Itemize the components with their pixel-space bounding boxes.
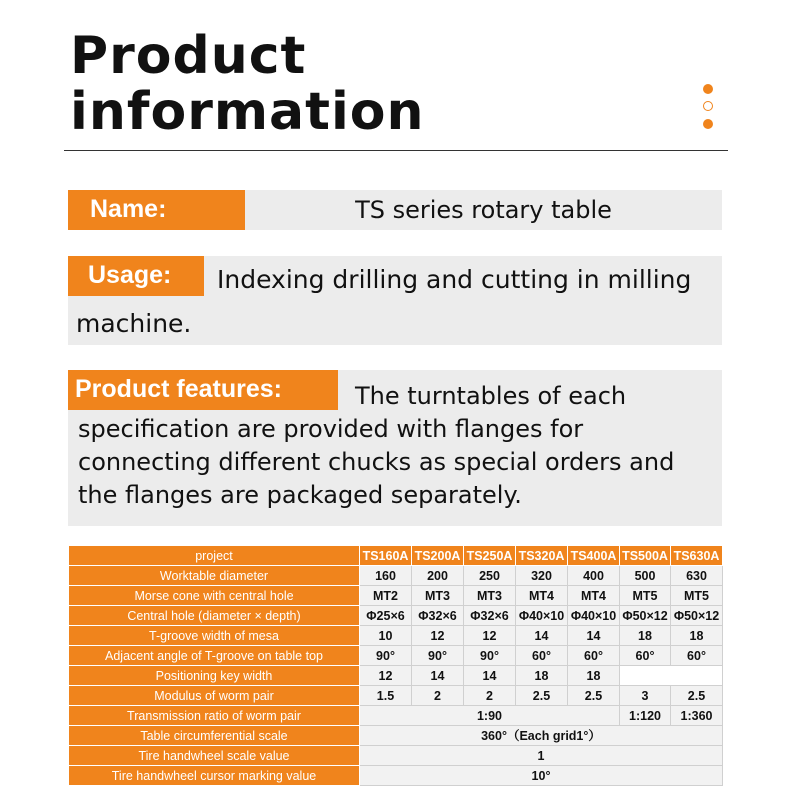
dot-icon — [703, 119, 713, 129]
table-cell: 2 — [464, 686, 516, 706]
table-cell: Φ40×10 — [568, 606, 620, 626]
table-cell: 320 — [516, 566, 568, 586]
table-cell: Φ50×12 — [671, 606, 723, 626]
table-cell: 1:360 — [671, 706, 723, 726]
table-cell: MT5 — [671, 586, 723, 606]
row-label: Central hole (diameter × depth) — [69, 606, 360, 626]
table-cell: 14 — [412, 666, 464, 686]
table-row — [69, 706, 723, 726]
page-title — [70, 28, 630, 140]
table-cell: 400 — [568, 566, 620, 586]
table-row — [69, 606, 723, 626]
table-cell: 1:120 — [620, 706, 671, 726]
row-label: Tire handwheel scale value — [69, 746, 360, 766]
table-header-row — [69, 546, 723, 566]
row-label: Modulus of worm pair — [69, 686, 360, 706]
table-cell: 14 — [516, 626, 568, 646]
dot-icon — [703, 84, 713, 94]
table-cell: 2.5 — [568, 686, 620, 706]
table-cell: MT3 — [464, 586, 516, 606]
table-cell: 12 — [412, 626, 464, 646]
table-cell: MT4 — [568, 586, 620, 606]
table-cell: Φ32×6 — [412, 606, 464, 626]
table-cell: 18 — [568, 666, 620, 686]
table-cell: Φ25×6 — [360, 606, 412, 626]
table-cell: MT4 — [516, 586, 568, 606]
table-cell: MT2 — [360, 586, 412, 606]
table-row — [69, 766, 723, 786]
table-cell: 10 — [360, 626, 412, 646]
table-cell: 60° — [516, 646, 568, 666]
header-cell: TS250A — [464, 546, 516, 566]
table-cell: 12 — [464, 626, 516, 646]
table-cell: 2.5 — [671, 686, 723, 706]
header-cell: TS200A — [412, 546, 464, 566]
header-cell: TS160A — [360, 546, 412, 566]
table-cell: 90° — [412, 646, 464, 666]
table-cell: 14 — [464, 666, 516, 686]
table-row — [69, 626, 723, 646]
table-cell: MT3 — [412, 586, 464, 606]
row-label: Positioning key width — [69, 666, 360, 686]
header-cell: TS400A — [568, 546, 620, 566]
header-cell: project — [69, 546, 360, 566]
table-cell: 60° — [620, 646, 671, 666]
header-cell: TS630A — [671, 546, 723, 566]
row-label: Adjacent angle of T-groove on table top — [69, 646, 360, 666]
table-cell: 18 — [620, 626, 671, 646]
title-line-2: information — [70, 82, 425, 142]
table-cell: 160 — [360, 566, 412, 586]
name-value: TS series rotary table — [245, 190, 722, 230]
table-row — [69, 566, 723, 586]
name-label: Name: — [68, 190, 245, 230]
spec-table — [68, 545, 723, 786]
table-cell: 630 — [671, 566, 723, 586]
header-cell: TS320A — [516, 546, 568, 566]
usage-label: Usage: — [68, 256, 204, 296]
table-row — [69, 646, 723, 666]
table-row — [69, 666, 723, 686]
table-cell: 2.5 — [516, 686, 568, 706]
table-cell: 360°（Each grid1°） — [360, 726, 723, 746]
table-cell: 60° — [671, 646, 723, 666]
table-cell: 90° — [464, 646, 516, 666]
table-cell: 12 — [360, 666, 412, 686]
table-cell: 1.5 — [360, 686, 412, 706]
table-cell: 10° — [360, 766, 723, 786]
empty-cell — [620, 666, 723, 686]
table-cell: 2 — [412, 686, 464, 706]
row-label: Worktable diameter — [69, 566, 360, 586]
features-text: The turntables of each specification are provided with flanges for connecting different chucks as special orders and the flanges are packaged separately. — [78, 382, 675, 509]
header-cell: TS500A — [620, 546, 671, 566]
table-cell: MT5 — [620, 586, 671, 606]
table-cell: 3 — [620, 686, 671, 706]
row-label: Transmission ratio of worm pair — [69, 706, 360, 726]
table-row — [69, 726, 723, 746]
table-cell: 18 — [671, 626, 723, 646]
table-cell: 1:90 — [360, 706, 620, 726]
table-cell: 14 — [568, 626, 620, 646]
table-cell: Φ32×6 — [464, 606, 516, 626]
table-cell: Φ50×12 — [620, 606, 671, 626]
usage-text: Indexing drilling and cutting in milling machine. — [76, 265, 692, 338]
table-row — [69, 586, 723, 606]
table-cell: 90° — [360, 646, 412, 666]
title-line-1: Product — [70, 26, 307, 86]
features-label: Product features: — [68, 370, 338, 410]
table-row — [69, 686, 723, 706]
table-cell: 1 — [360, 746, 723, 766]
table-cell: 500 — [620, 566, 671, 586]
table-cell: 18 — [516, 666, 568, 686]
table-cell: 200 — [412, 566, 464, 586]
row-label: T-groove width of mesa — [69, 626, 360, 646]
table-row — [69, 746, 723, 766]
table-cell: 250 — [464, 566, 516, 586]
table-cell: Φ40×10 — [516, 606, 568, 626]
row-label: Tire handwheel cursor marking value — [69, 766, 360, 786]
table-cell: 60° — [568, 646, 620, 666]
ring-dot-icon — [703, 101, 713, 111]
title-divider — [64, 150, 728, 151]
row-label: Table circumferential scale — [69, 726, 360, 746]
row-label: Morse cone with central hole — [69, 586, 360, 606]
